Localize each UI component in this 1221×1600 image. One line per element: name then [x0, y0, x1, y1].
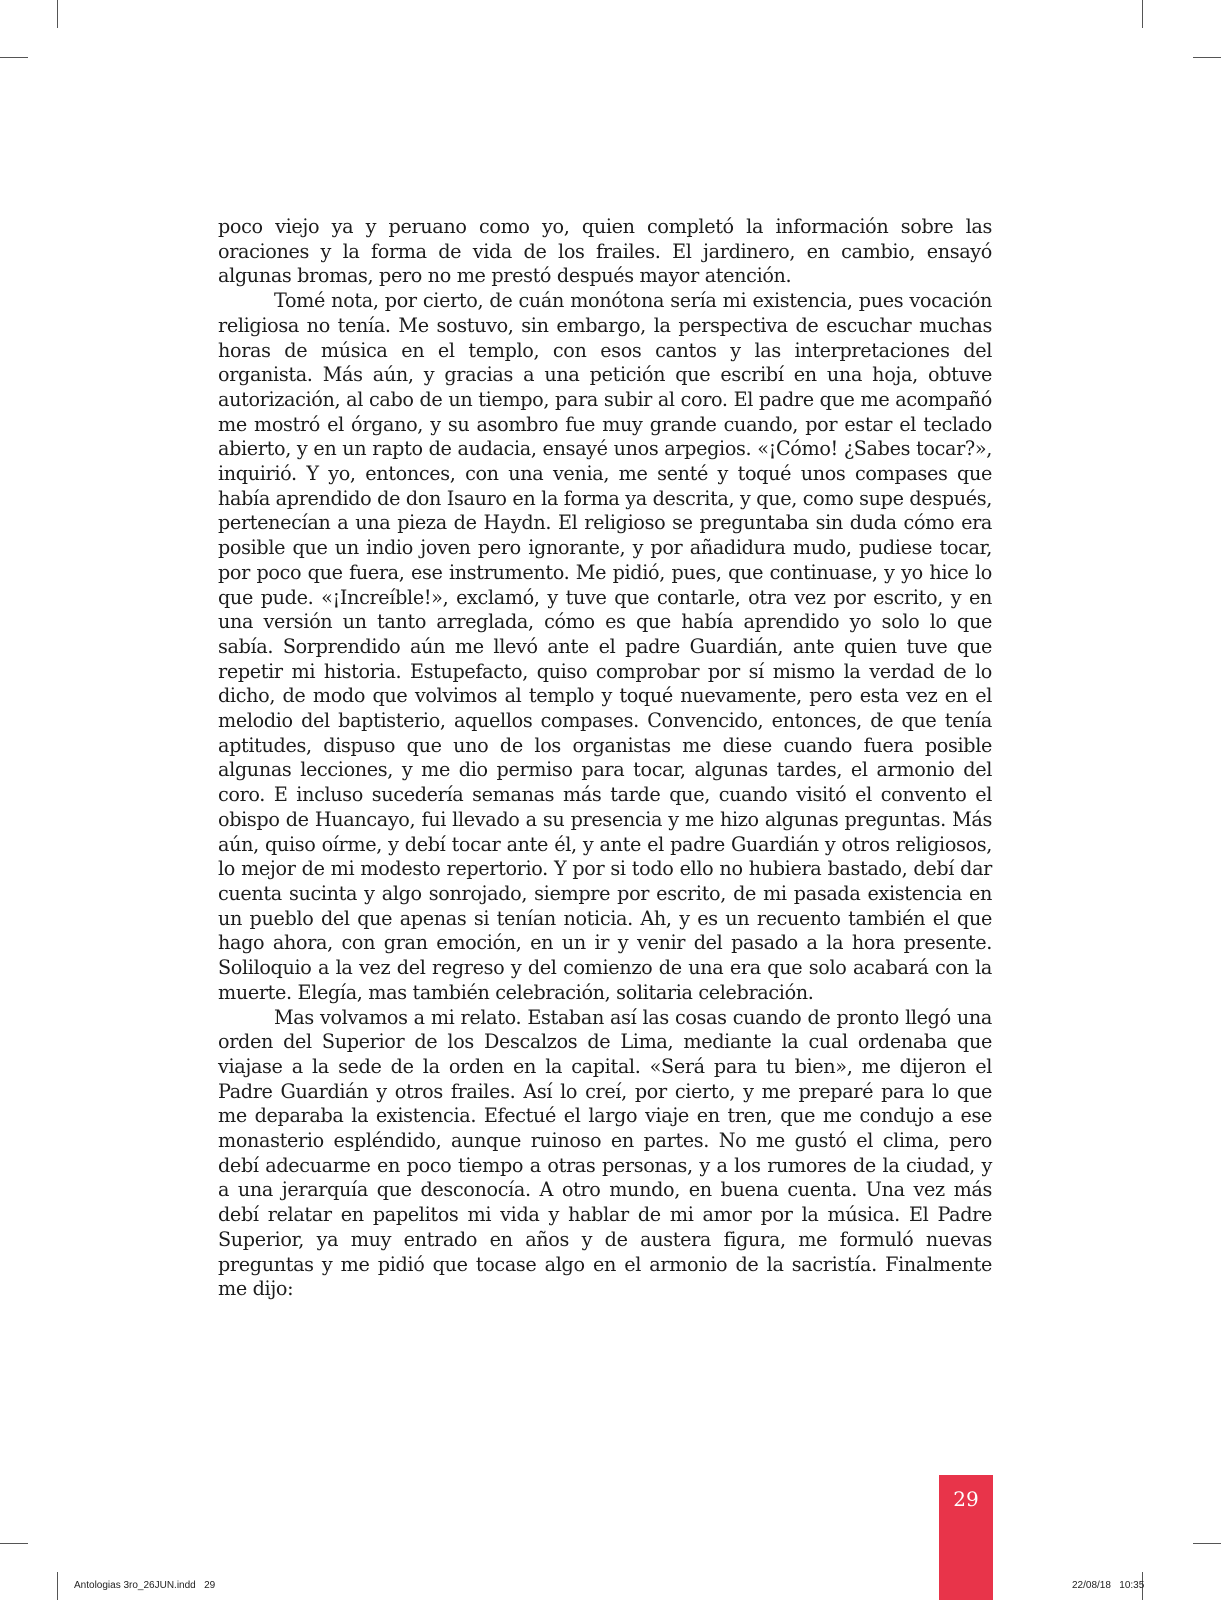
page-number: 29	[953, 1487, 979, 1511]
body-text	[218, 215, 992, 1302]
paragraph-3: Mas volvamos a mi relato. Estaban así las cosas cuando de pronto llegó una orden del Superior de los Descalzos de Lima, mediante la cual ordenaba que viajase a la sede de la orden en la capital. «Será para tu bien», me dijeron el Padre Guardián y otros frailes. Así lo creí, por cierto, y me preparé para lo que me deparaba la existencia. Efectué el largo viaje en tren, que me condujo a ese monasterio espléndido, aunque ruinoso en partes. No me gustó el clima, pero debí adecuarme en poco tiempo a otras personas, y a los rumores de la ciudad, y a una jerarquía que desconocía. A otro mundo, en buena cuenta. Una vez más debí relatar en papelitos mi vida y hablar de mi amor por la música. El Padre Superior, ya muy entrado en años y de austera figura, me formuló nuevas preguntas y me pidió que tocase algo en el armonio de la sacristía. Finalmente me dijo:	[218, 1005, 992, 1301]
crop-mark-top-left	[57, 0, 58, 28]
crop-mark-right-top	[1193, 57, 1221, 58]
crop-mark-bottom-left	[57, 1572, 58, 1600]
paragraph-1: poco viejo ya y peruano como yo, quien completó la información sobre las oraciones y la forma de vida de los frailes. El jardinero, en cambio, ensayó algunas bromas, pero no me prestó después mayor atención.	[218, 215, 992, 288]
crop-mark-left-top	[0, 57, 28, 58]
slug-timestamp: 22/08/18 10:35	[1072, 1580, 1145, 1591]
crop-mark-left-bottom	[0, 1543, 28, 1544]
page-number-tab	[939, 1475, 993, 1600]
paragraph-2: Tomé nota, por cierto, de cuán monótona sería mi existencia, pues vocación religiosa no tenía. Me sostuvo, sin embargo, la perspectiva de escuchar muchas horas de música en el templo, con esos cantos y las interpretaciones del organista. Más aún, y gracias a una petición que escribí en una hoja, obtuve autorización, al cabo de un tiempo, para subir al coro. El padre que me acompañó me mostró el órgano, y su asombro fue muy grande cuando, por estar el teclado abierto, y en un rapto de audacia, ensayé unos arpegios. «¡Cómo! ¿Sabes tocar?», inquirió. Y yo, entonces, con una venia, me senté y toqué unos compases que había aprendido de don Isauro en la forma ya descrita, y que, como supe después, pertenecían a una pieza de Haydn. El religioso se preguntaba sin duda cómo era posible que un indio joven pero ignorante, y por añadidura mudo, pudiese tocar, por poco que fuera, ese instrumento. Me pidió, pues, que continuase, y yo hice lo que pude. «¡Increíble!», exclamó, y tuve que contarle, otra vez por escrito, y en una versión un tanto arreglada, cómo es que había aprendido yo solo lo que sabía. Sorprendido aún me llevó ante el padre Guardián, ante quien tuve que repetir mi historia. Estupefacto, quiso comprobar por sí mismo la verdad de lo dicho, de modo que volvimos al templo y toqué nuevamente, pero esta vez en el melodio del baptisterio, aquellos compases. Convencido, entonces, de que tenía aptitudes, dispuso que uno de los organistas me diese cuando fuera posible algunas lecciones, y me dio permiso para tocar, algunas tardes, el armonio del coro. E incluso sucedería semanas más tarde que, cuando visitó el convento el obispo de Huancayo, fui llevado a su presencia y me hizo algunas preguntas. Más aún, quiso oírme, y debí tocar ante él, y ante el padre Guardián y otros religiosos, lo mejor de mi modesto repertorio. Y por si todo ello no hubiera bastado, debí dar cuenta sucinta y algo sonrojado, siempre por escrito, de mi pasada existencia en un pueblo del que apenas si tenían noticia. Ah, y es un recuento también el que hago ahora, con gran emoción, en un ir y venir del pasado a la hora presente. Soliloquio a la vez del regreso y del comienzo de una era que solo acabará con la muerte. Elegía, mas también celebración, solitaria celebración.	[218, 289, 992, 1004]
slug-file-name: Antologias 3ro_26JUN.indd 29	[74, 1580, 216, 1591]
crop-mark-top-right	[1142, 0, 1143, 28]
crop-mark-right-bottom	[1193, 1543, 1221, 1544]
